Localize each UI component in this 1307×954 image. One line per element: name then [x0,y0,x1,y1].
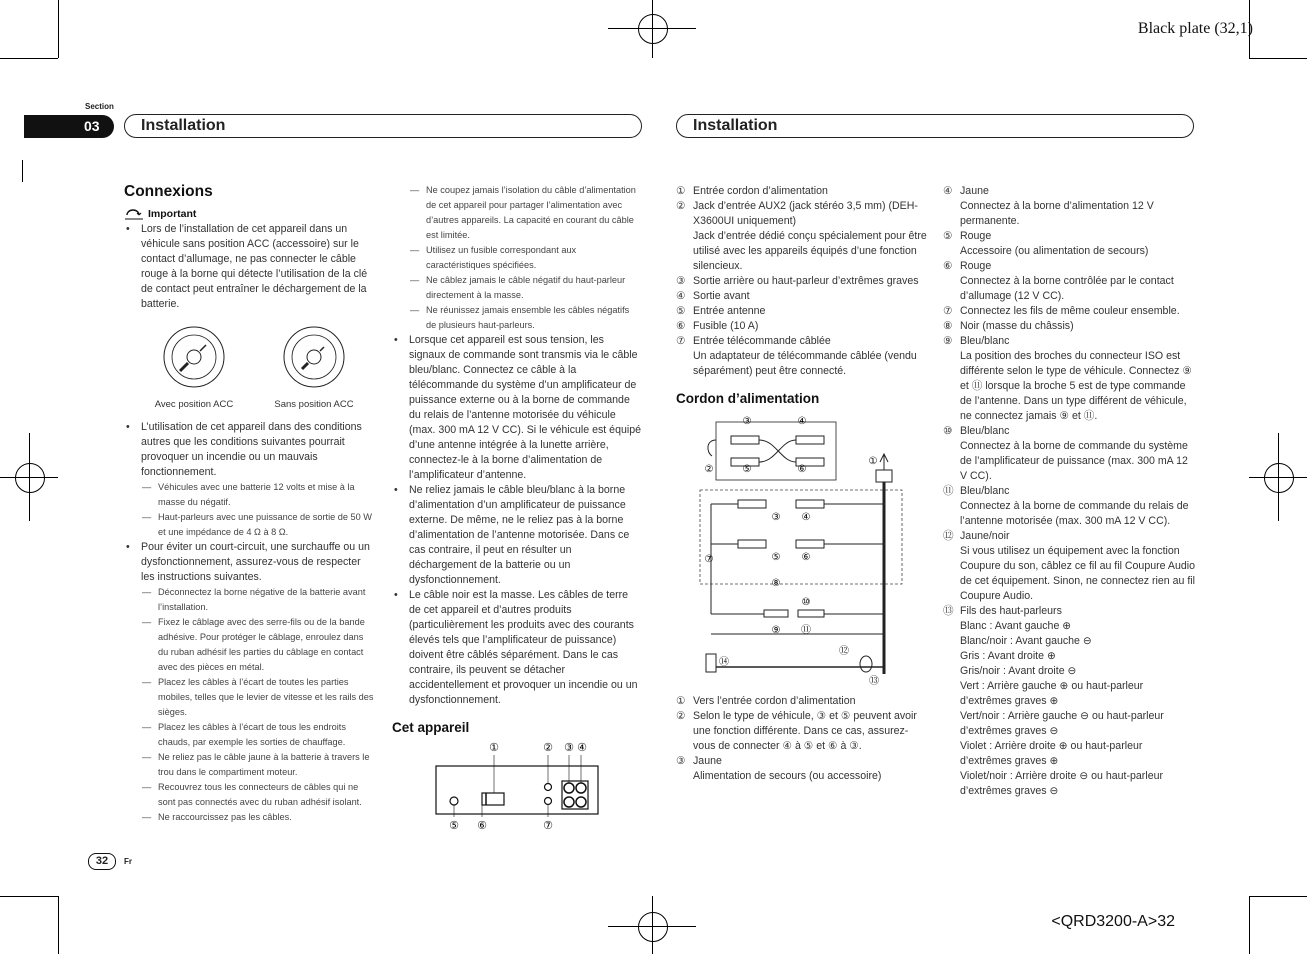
callout: ⑦ [704,554,714,565]
list-item: • Lorsque cet appareil est sous tension, les signaux de commande sont transmis via le câble bleu/blanc. Connectez ce câble à la télécommande du système d’un amplificateur de puissance externe ou à la borne de commande du relais de l’antenne motorisée du véhicule (max. 300 mA 12 V CC). Si le véhicule est équipé d’une antenne intégrée à la lunette arrière, connectez-le à la borne d’alimentation de l’amplificateur d’antenne. [392,333,642,483]
list-subitem: — Ne reliez pas le câble jaune à la batterie à travers le trou dans le compartiment moteur. [124,750,374,780]
registration-line [29,433,30,521]
list-item: ⑦ Entrée télécommande câblée [676,335,831,347]
registration-mark [638,14,668,44]
speaker-wire: Vert : Arrière gauche ⊕ ou haut-parleur d’extrêmes graves ⊕ [960,680,1144,707]
speaker-wire: Vert/noir : Arrière gauche ⊖ ou haut-parleur d’extrêmes graves ⊖ [960,710,1164,737]
list-subitem: — Véhicules avec une batterie 12 volts et mise à la masse du négatif. [124,480,374,510]
list-item: ③ Sortie arrière ou haut-parleur d’extrêmes graves [676,275,919,287]
callout: ⑥ [797,464,807,475]
callout: ① [489,742,499,754]
callout: ③ [564,742,574,754]
callout: ⑪ [801,625,811,636]
subsection-title: Cet appareil [392,720,470,735]
list-subitem: — Utilisez un fusible correspondant aux caractéristiques spécifiées. [392,243,642,273]
figure-caption: Avec position ACC [154,399,234,410]
callout: ② [543,742,553,754]
crop-mark [0,896,58,897]
section-title: Connexions [124,183,213,200]
list-item: ⑥ Fusible (10 A) [676,320,759,332]
important-label: Important [148,208,197,220]
crop-mark [1249,896,1250,954]
list-item-detail: Connectez à la borne de commande du système de l’amplificateur de puissance (max. 300 mA 12 V CC). [960,440,1188,482]
figure-caption: Sans position ACC [274,399,354,410]
list-subitem: — Ne coupez jamais l’isolation du câble d’alimentation de cet appareil pour partager l’alimentation avec d’autres appareils. La capacité en courant du câble est limitée. [392,183,642,243]
registration-mark [638,912,668,942]
callout: ⑧ [771,578,781,589]
list-item: ③ Jaune [676,755,722,767]
callout: ⑭ [719,657,729,668]
list-subitem: — Ne raccourcissez pas les câbles. [124,810,374,825]
key-figure-acc [154,326,234,412]
crop-mark [58,896,59,954]
list-subitem: — Placez les câbles à l’écart de toutes les parties mobiles, telles que le levier de vitesse et les rails des sièges. [124,675,374,720]
key-figures [124,326,374,412]
callout: ⑥ [477,820,487,831]
registration-mark [15,463,45,493]
list-item: ⑥ Rouge [943,260,992,272]
list-item-detail: La position des broches du connecteur ISO est différente selon le type de véhicule. Connectez ⑨ et ⑪ lorsque la broche 5 est de type commande de l’antenne. Dans un type différent de véhicule, ne connectez jamais ⑨ et ⑪. [960,350,1192,422]
callout: ⑤ [742,464,752,475]
list-item-detail: Un adaptateur de télécommande câblée (vendu séparément) peut être connecté. [693,350,917,377]
column-4 [943,184,1195,799]
list-item-detail: Connectez à la borne de commande du relais de l’antenne motorisée (max. 300 mA 12 V CC). [960,500,1189,527]
list-subitem: — Fixez le câblage avec des serre-fils ou de la bande adhésive. Pour protéger le câblage, enroulez dans du ruban adhésif les parties du câblage en contact avec des pièces en métal. [124,615,374,675]
list-subitem: — Déconnectez la borne négative de la batterie avant l’installation. [124,585,374,615]
crop-mark [1249,896,1307,897]
column-1 [124,184,374,825]
callout: ⑦ [543,820,553,831]
registration-line [1278,433,1279,521]
registration-line [652,0,653,58]
callout: ③ [742,416,752,427]
registration-mark [1264,463,1294,493]
page-number: 32 [88,853,116,870]
speaker-wire: Blanc : Avant gauche ⊕ [960,620,1072,632]
unit-rear-diagram [392,741,642,831]
callout: ② [704,464,714,475]
speaker-wire: Violet/noir : Arrière droite ⊖ ou haut-parleur d’extrêmes graves ⊖ [960,770,1164,797]
callout: ④ [801,512,811,523]
subsection-title: Cordon d’alimentation [676,391,820,406]
list-subitem: — Ne câblez jamais le câble négatif du haut-parleur directement à la masse. [392,273,642,303]
header-right: Installation [676,114,1194,138]
header-left: Installation [124,114,642,138]
list-item: ① Vers l’entrée cordon d’alimentation [676,695,856,707]
list-item-detail: Connectez à la borne contrôlée par le contact d’allumage (12 V CC). [960,275,1174,302]
power-cord-diagram [676,412,906,692]
ignition-key-icon [274,326,354,392]
callout: ① [868,456,878,467]
list-item: ⑬ Fils des haut-parleurs [943,605,1062,617]
callout: ⑥ [801,552,811,563]
column-3 [676,184,928,784]
important-icon [124,209,144,221]
speaker-wire: Blanc/noir : Avant gauche ⊖ [960,635,1092,647]
list-item: ⑦ Connectez les fils de même couleur ensemble. [943,305,1180,317]
list-item: • Ne reliez jamais le câble bleu/blanc à la borne d’alimentation d’un amplificateur de puissance externe. De même, ne le reliez pas à la borne d’alimentation de l’antenne motorisée. Dans ce cas contraire, il peut en résulter un déchargement de la batterie ou un dysfonctionnement. [392,483,642,588]
list-subitem: — Placez les câbles à l’écart de tous les endroits chauds, par exemple les sorties de chauffage. [124,720,374,750]
callout: ④ [577,742,587,754]
callout: ④ [797,416,807,427]
list-item: • Le câble noir est la masse. Les câbles de terre de cet appareil et d’autres produits (particulièrement les produits avec des courants élevés tels que l’amplificateur de puissance) doivent être câblés séparément. Dans le cas contraire, ils peuvent se détacher accidentellement et provoquer un incendie ou un dysfonctionnement. [392,588,642,708]
list-item-detail: Si vous utilisez un équipement avec la fonction Coupure du son, câblez ce fil au fil Coupure Audio de cet équipement. Sinon, ne connectez rien au fil Coupure Audio. [960,545,1195,602]
section-number: 03 [24,115,114,138]
ignition-key-icon [154,326,234,392]
callout: ⑤ [771,552,781,563]
list-item: ⑤ Rouge [943,230,992,242]
crop-mark [1249,58,1307,59]
list-item: • Pour éviter un court-circuit, une surchauffe ou un dysfonctionnement, assurez-vous de respecter les instructions suivantes. [124,540,374,585]
callout: ⑤ [449,820,459,831]
callout: ③ [771,512,781,523]
callout: ⑨ [771,625,781,636]
list-subitem: — Ne réunissez jamais ensemble les câbles négatifs de plusieurs haut-parleurs. [392,303,642,333]
important-note [124,207,374,222]
speaker-wire: Gris/noir : Avant droite ⊖ [960,665,1077,677]
section-label: Section [85,102,114,111]
list-item: ⑫ Jaune/noir [943,530,1010,542]
list-item: ⑨ Bleu/blanc [943,335,1010,347]
list-item: ④ Jaune [943,185,989,197]
list-item: ⑩ Bleu/blanc [943,425,1010,437]
list-item-detail: Jack d’entrée dédié conçu spécialement pour être utilisé avec les appareils équipés d’une fonction silencieux. [693,230,927,272]
key-figure-no-acc [274,326,354,412]
list-item: ② Selon le type de véhicule, ③ et ⑤ peuvent avoir une fonction différente. Dans ce cas, assurez-vous de connecter ④ à ⑤ et ⑥ à ③. [676,710,917,752]
crop-mark [0,58,58,59]
list-item: ④ Sortie avant [676,290,750,302]
list-item: ⑪ Bleu/blanc [943,485,1010,497]
list-item-detail: Accessoire (ou alimentation de secours) [960,245,1149,257]
list-item: • L’utilisation de cet appareil dans des conditions autres que les conditions suivantes pourrait provoquer un incendie ou un mauvais fonctionnement. [124,420,374,480]
list-item: ② Jack d’entrée AUX2 (jack stéréo 3,5 mm) (DEH-X3600UI uniquement) [676,200,918,227]
language-code: Fr [124,857,132,866]
list-item: ⑧ Noir (masse du châssis) [943,320,1074,332]
callout: ⑫ [839,646,849,657]
plate-label: Black plate (32,1) [1137,20,1253,37]
list-item: ① Entrée cordon d’alimentation [676,185,828,197]
list-item: • Lors de l’installation de cet appareil dans un véhicule sans position ACC (accessoire) sur le contact d’allumage, ne pas connecter le câble rouge à la borne qui détecte l’utilisation de la clé de contact peut entraîner le déchargement de la batterie. [124,222,374,312]
list-subitem: — Haut-parleurs avec une puissance de sortie de 50 W et une impédance de 4 Ω à 8 Ω. [124,510,374,540]
speaker-wire: Violet : Arrière droite ⊕ ou haut-parleur d’extrêmes graves ⊕ [960,740,1143,767]
list-item-detail: Connectez à la borne d’alimentation 12 V permanente. [960,200,1154,227]
speaker-wire: Gris : Avant droite ⊕ [960,650,1056,662]
callout: ⑩ [801,597,811,608]
list-item-detail: Alimentation de secours (ou accessoire) [693,770,882,782]
callout: ⑬ [869,676,879,687]
legend-list [676,694,928,784]
list-item: ⑤ Entrée antenne [676,305,766,317]
column-2 [392,183,642,836]
document-code: <QRD3200-A>32 [1051,913,1175,930]
crop-mark [58,0,59,58]
crop-mark [22,160,23,182]
list-subitem: — Recouvrez tous les connecteurs de câbles qui ne sont pas connectés avec du ruban adhésif isolant. [124,780,374,810]
registration-line [652,896,653,954]
